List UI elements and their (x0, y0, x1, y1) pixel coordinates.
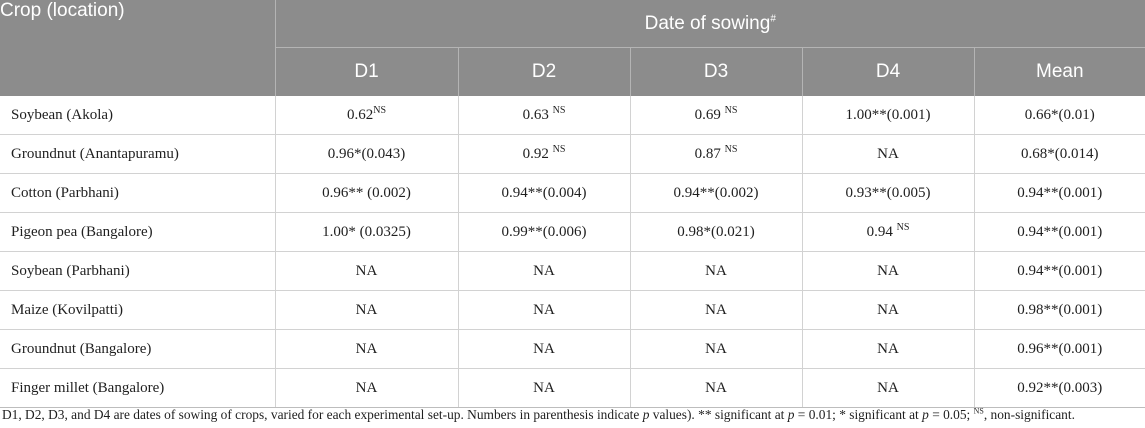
value-cell (275, 213, 458, 252)
cell-value: 0.98*(0.021) (677, 223, 755, 240)
value-cell (974, 369, 1145, 408)
value-cell (974, 330, 1145, 369)
column-header-d3: D3 (630, 48, 802, 97)
crop-cell: Groundnut (Anantapuramu) (0, 135, 275, 174)
cell-value: 0.98**(0.001) (1017, 301, 1103, 318)
column-header-d1: D1 (275, 48, 458, 97)
footnote-text: = 0.05; (928, 407, 974, 422)
value-cell (802, 369, 974, 408)
value-cell (974, 135, 1145, 174)
cell-value: NA (355, 301, 378, 318)
table-row (0, 330, 1145, 369)
table-row (0, 291, 1145, 330)
cell-value: NA (705, 262, 727, 279)
crop-cell: Soybean (Akola) (0, 96, 275, 135)
cell-value: NA (533, 301, 555, 318)
value-cell (974, 96, 1145, 135)
value-cell (974, 174, 1145, 213)
value-cell (630, 213, 802, 252)
footnote-ns-marker: NS (973, 406, 984, 416)
column-header-crop: Crop (location) (0, 0, 275, 96)
value-cell (458, 174, 630, 213)
footnote-italic-p: p (787, 407, 795, 422)
date-of-sowing-marker: # (770, 13, 776, 25)
significance-marker: NS (373, 104, 387, 116)
value-cell (275, 330, 458, 369)
cell-value: 0.69 (694, 106, 725, 123)
cell-value: NA (355, 262, 378, 279)
value-cell (458, 330, 630, 369)
value-cell (630, 252, 802, 291)
value-cell (275, 135, 458, 174)
value-cell (458, 252, 630, 291)
cell-value: 0.93**(0.005) (845, 184, 931, 201)
cell-value: NA (877, 340, 899, 357)
value-cell (802, 174, 974, 213)
cell-value: 0.92**(0.003) (1017, 379, 1103, 396)
column-header-d2: D2 (458, 48, 630, 97)
value-cell (974, 213, 1145, 252)
cell-value: 0.63 (522, 106, 553, 123)
cell-value: 0.94**(0.004) (501, 184, 587, 201)
cell-value: 0.96**(0.001) (1017, 340, 1103, 357)
crop-cell: Groundnut (Bangalore) (0, 330, 275, 369)
value-cell (458, 213, 630, 252)
cell-value: 0.99**(0.006) (501, 223, 587, 240)
significance-marker: NS (896, 221, 910, 233)
cell-value: 0.66*(0.01) (1024, 106, 1095, 123)
table-row (0, 369, 1145, 408)
cell-value: NA (705, 301, 727, 318)
footnote-text: values). ** significant at (649, 407, 788, 422)
table-footnote (2, 407, 1143, 423)
value-cell (802, 213, 974, 252)
significance-marker: NS (552, 104, 566, 116)
value-cell (630, 135, 802, 174)
table-row (0, 96, 1145, 135)
cell-value: NA (355, 379, 378, 396)
cell-value: NA (533, 262, 555, 279)
column-group-header-date-of-sowing (275, 0, 1145, 48)
cell-value: 1.00**(0.001) (845, 106, 931, 123)
value-cell (275, 291, 458, 330)
cell-value: 1.00* (0.0325) (322, 223, 411, 240)
crop-cell: Maize (Kovilpatti) (0, 291, 275, 330)
footnote-italic-p: p (922, 407, 929, 422)
cell-value: NA (877, 301, 899, 318)
cell-value: 0.96*(0.043) (327, 145, 406, 162)
value-cell (458, 291, 630, 330)
table-row (0, 213, 1145, 252)
cell-value: 0.87 (694, 145, 725, 162)
cell-value: 0.94**(0.001) (1017, 223, 1103, 240)
value-cell (458, 135, 630, 174)
footnote-text: = 0.01; * significant at (794, 407, 923, 422)
cell-value: 0.94 (866, 223, 897, 240)
significance-marker: NS (724, 143, 738, 155)
value-cell (802, 96, 974, 135)
cell-value: 0.94**(0.001) (1017, 184, 1103, 201)
cell-value: 0.94**(0.001) (1017, 262, 1103, 279)
table-body (0, 96, 1145, 408)
cell-value: 0.62 (346, 106, 374, 123)
value-cell (275, 252, 458, 291)
cell-value: NA (877, 379, 899, 396)
value-cell (275, 369, 458, 408)
cell-value: NA (533, 340, 555, 357)
crop-cell: Finger millet (Bangalore) (0, 369, 275, 408)
cell-value: 0.96** (0.002) (322, 184, 411, 201)
cell-value: NA (705, 340, 727, 357)
cell-value: NA (705, 379, 727, 396)
cell-value: NA (877, 145, 899, 162)
cell-value: 0.94**(0.002) (673, 184, 759, 201)
cell-value: 0.92 (522, 145, 553, 162)
cell-value: NA (355, 340, 378, 357)
significance-marker: NS (552, 143, 566, 155)
value-cell (802, 291, 974, 330)
cell-value: 0.68*(0.014) (1021, 145, 1099, 162)
value-cell (275, 96, 458, 135)
header-row-group (0, 0, 1145, 48)
column-header-mean: Mean (974, 48, 1145, 97)
value-cell (802, 252, 974, 291)
significance-marker: NS (724, 104, 738, 116)
table-row (0, 135, 1145, 174)
footnote-italic-p: p (642, 407, 650, 422)
cell-value: NA (877, 262, 899, 279)
date-of-sowing-label: Date of sowing (644, 12, 771, 34)
value-cell (630, 174, 802, 213)
column-header-d4: D4 (802, 48, 974, 97)
crop-cell: Pigeon pea (Bangalore) (0, 213, 275, 252)
crop-cell: Cotton (Parbhani) (0, 174, 275, 213)
footnote-text: , non-significant. (983, 407, 1075, 422)
table-row (0, 252, 1145, 291)
value-cell (802, 330, 974, 369)
value-cell (630, 369, 802, 408)
value-cell (630, 96, 802, 135)
value-cell (630, 330, 802, 369)
value-cell (802, 135, 974, 174)
value-cell (630, 291, 802, 330)
table-row (0, 174, 1145, 213)
value-cell (458, 369, 630, 408)
cell-value: NA (533, 379, 555, 396)
crop-cell: Soybean (Parbhani) (0, 252, 275, 291)
value-cell (974, 291, 1145, 330)
value-cell (974, 252, 1145, 291)
value-cell (458, 96, 630, 135)
value-cell (275, 174, 458, 213)
footnote-text: D1, D2, D3, and D4 are dates of sowing of crops, varied for each experimental set-up. Numbers in parenthesis indicate (2, 407, 643, 422)
